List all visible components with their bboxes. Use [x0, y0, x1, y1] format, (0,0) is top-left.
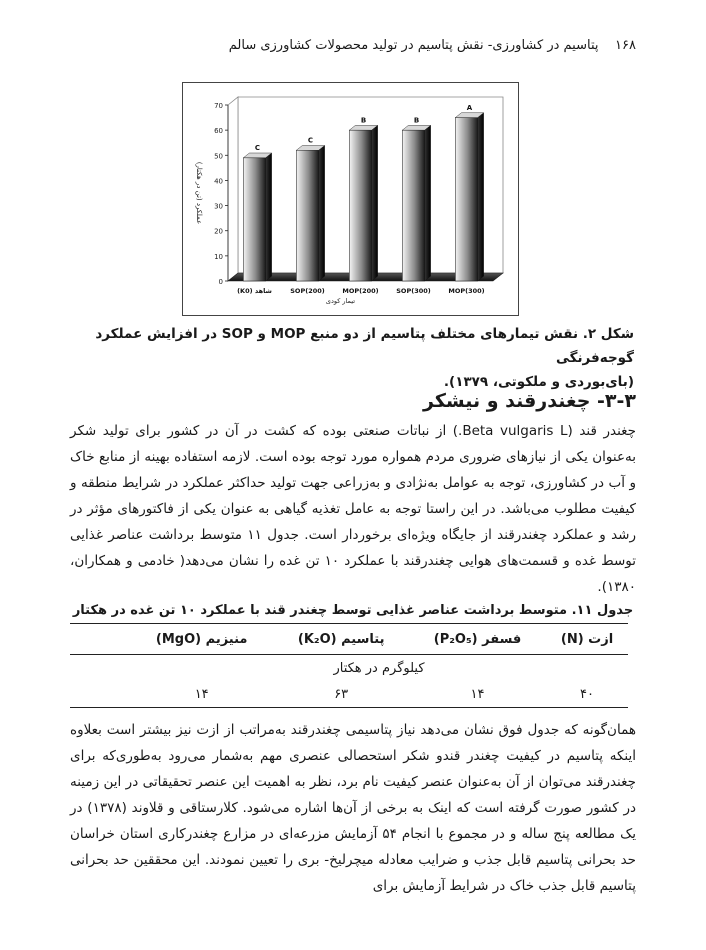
y-tick-label: 60: [214, 127, 223, 136]
y-tick-label: 70: [214, 102, 223, 110]
table-cell-k: ۶۳: [273, 681, 409, 708]
table-cell-n: ۴۰: [546, 681, 628, 708]
table-header-n: ازت (N): [546, 624, 628, 655]
x-tick-label: SOP(300): [396, 287, 431, 295]
figure-caption-line1: شکل ۲. نقش تیمارهای مختلف پتاسیم از دو منبع MOP و SOP در افزایش عملکرد گوجه‌فرنگی: [95, 326, 634, 366]
bar: [455, 118, 477, 281]
table-caption: جدول ۱۱. متوسط برداشت عناصر غذایی توسط چغندر قند با عملکرد ۱۰ تن غده در هکتار: [72, 603, 634, 618]
body-paragraph-2: همان‌گونه که جدول فوق نشان می‌دهد نیاز پتاسیمی چغندرقند به‌مراتب از ازت نیز بیشتر است بعلاوه اینکه پتاسیم در کیفیت چغندر قندو شکر استحصالی عنصری مهم به‌شمار می‌رود به‌طوری‌که برای چغندرقند می‌توان از آن به‌عنوان عنصر کیفیت نام برد، نظر به اهمیت این عنصر تحقیقاتی در این زمینه در کشور صورت گرفته است که اینک به برخی از آن‌ها اشاره می‌شود. کلارستاقی و قلاوند (۱۳۷۸) در یک مطالعه پنج ساله و در مجموع با انجام ۵۴ آزمایش مزرعه‌ای در مزارع چغندرکاری استان خراسان حد بحرانی پتاسیم قابل جذب و ضرایب معادله میچرلیخ- بری را تعیین نمودند. این محققین حد بحرانی پتاسیم قابل جذب خاک در شرایط آزمایش برای: [70, 722, 637, 894]
bar-letter-label: C: [254, 144, 261, 152]
figure-caption: [74, 322, 634, 394]
table-cell-mg: ۱۴: [130, 681, 273, 708]
bar: [243, 158, 265, 281]
table-row: [70, 681, 628, 708]
body-paragraph-1: چغندر قند (Beta vulgaris L.) از نباتات صنعتی بوده که کشت در آن در کشور برای تولید شکر به‌عنوان یکی از نیازهای ضروری مردم همواره مورد توجه بوده است. لازمه استفاده بهینه از منابع خاک و آب در کشاورزی، توجه به عوامل به‌نژادی و به‌زراعی جهت تولید حداکثر عملکرد در شرایط منطقه و کیفیت مطلوب می‌باشد. در این راستا توجه به عامل تغذیه گیاهی به عنوان یکی از فاکتورهای مؤثر در رشد و عملکرد چغندرقند از جایگاه ویژه‌ای برخوردار است. جدول ۱۱ متوسط برداشت عناصر غذایی توسط غده و قسمت‌های هوایی چغندرقند با عملکرد ۱۰ تن غده را نشان می‌دهد( خادمی و همکاران، ۱۳۸۰).: [70, 423, 637, 595]
running-title: پتاسیم در کشاورزی- نقش پتاسیم در تولید محصولات کشاورزی سالم: [228, 38, 599, 53]
table-unit-row: [70, 655, 628, 682]
page-number: ۱۶۸: [615, 38, 636, 53]
x-tick-label: MOP(200): [342, 287, 379, 295]
nutrient-table: [70, 623, 628, 708]
bar: [402, 130, 424, 281]
chart-side-wall: [228, 97, 238, 281]
bar-letter-label: C: [307, 136, 314, 145]
bar-side: [319, 145, 325, 281]
bar-side: [372, 125, 378, 281]
bar-side: [266, 153, 272, 281]
bar: [296, 150, 318, 281]
table-header-p: فسفر (P₂O₅): [409, 624, 546, 655]
y-tick-label: 50: [214, 152, 223, 161]
table-cell-p: ۱۴: [409, 681, 546, 708]
x-tick-label: MOP(300): [448, 287, 485, 295]
bar-side: [478, 113, 484, 281]
running-header: [70, 38, 636, 53]
bar-letter-label: A: [466, 103, 473, 112]
section-heading: ۳-۳- چغندرقند و نیشکر: [423, 390, 636, 412]
bar: [349, 130, 371, 281]
x-tick-label: (K0) شاهد: [237, 287, 272, 295]
table-unit: کیلوگرم در هکتار: [333, 660, 425, 676]
figure-caption-line2: (بای‌بوردی و ملکوتی، ۱۳۷۹).: [443, 374, 634, 390]
y-tick-label: 0: [218, 278, 223, 286]
bar-letter-label: B: [360, 116, 367, 125]
y-tick-label: 20: [214, 227, 223, 236]
table-header-row: [70, 624, 628, 655]
bar-side: [425, 125, 431, 281]
chart-canvas: [183, 83, 518, 315]
x-tick-label: SOP(200): [290, 287, 325, 295]
y-tick-label: 40: [214, 177, 223, 186]
table-header-mg: منیزیم (MgO): [130, 624, 273, 655]
y-axis-label: عملکرد (تن در هکتار): [195, 161, 203, 225]
bar-letter-label: B: [413, 116, 420, 125]
yield-chart: [182, 82, 519, 316]
y-tick-label: 30: [214, 202, 223, 211]
x-axis-label: تیمار کودی: [325, 297, 356, 305]
table-header-k: پتاسیم (K₂O): [273, 624, 409, 655]
y-tick-label: 10: [214, 252, 223, 261]
